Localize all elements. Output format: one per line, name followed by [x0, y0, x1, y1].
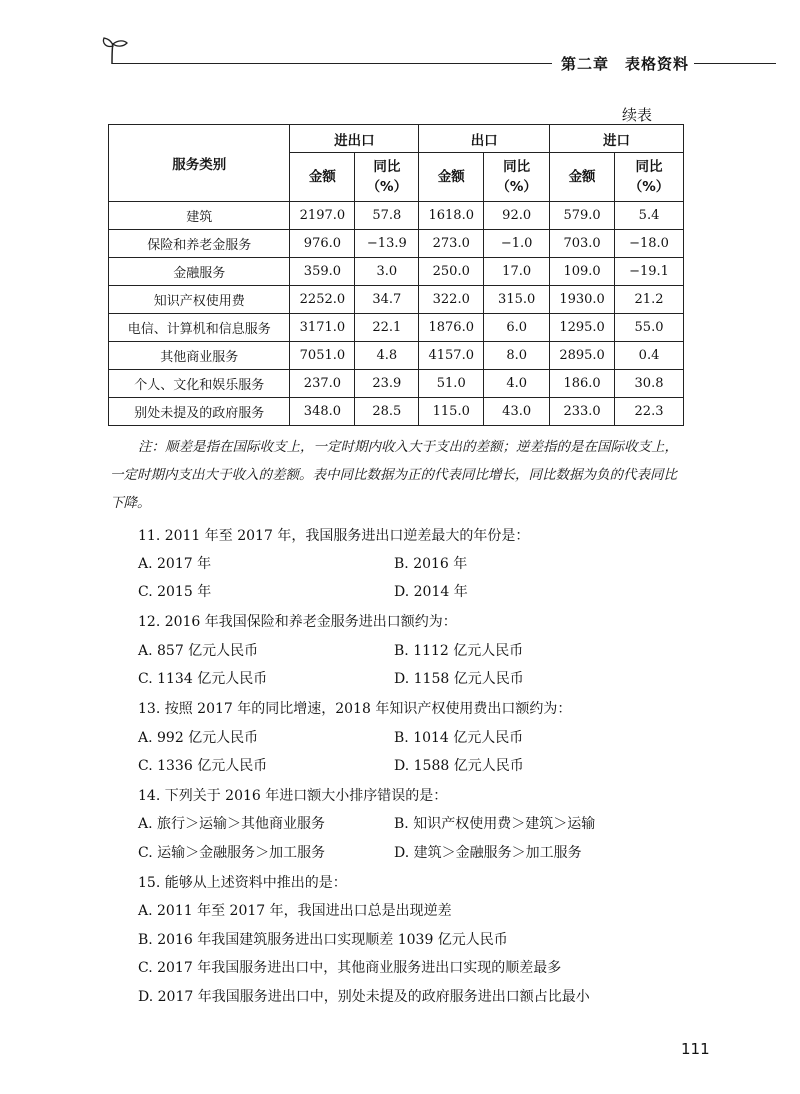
question-11-option-d[interactable]: D. 2014 年	[394, 584, 468, 600]
table-cell: −13.9	[355, 230, 419, 258]
table-row	[109, 398, 684, 426]
table-cell: 237.0	[290, 370, 355, 398]
table-cell: 579.0	[550, 202, 615, 230]
header-rule-right	[694, 63, 776, 64]
question-15-option-d[interactable]: D. 2017 年我国服务进出口中，别处未提及的政府服务进出口额占比最小	[138, 989, 590, 1005]
table-cell-category: 别处未提及的政府服务	[109, 398, 290, 426]
question-12-option-a[interactable]: A. 857 亿元人民币	[138, 643, 259, 659]
table-cell: 22.1	[355, 314, 419, 342]
header-rule-left	[112, 63, 552, 64]
table-cell: 22.3	[615, 398, 684, 426]
question-13-option-d[interactable]: D. 1588 亿元人民币	[394, 758, 524, 774]
table-cell: 109.0	[550, 258, 615, 286]
continued-label: 续表	[622, 106, 653, 124]
table-cell: 348.0	[290, 398, 355, 426]
table-row	[109, 286, 684, 314]
question-13-stem: 13. 按照 2017 年的同比增速，2018 年知识产权使用费出口额约为：	[138, 701, 572, 717]
header-category: 服务类别	[109, 125, 290, 202]
question-15-option-c[interactable]: C. 2017 年我国服务进出口中，其他商业服务进出口实现的顺差最多	[138, 960, 562, 976]
table-row	[109, 258, 684, 286]
table-note: 注：顺差是指在国际收支上，一定时期内收入大于支出的差额；逆差指的是在国际收支上，一定时期内支出大于收入的差额。表中同比数据为正的代表同比增长，同比数据为负的代表同比下降。	[110, 439, 678, 511]
table-cell: 0.4	[615, 342, 684, 370]
sprout-logo-icon	[100, 34, 130, 66]
table-row	[109, 342, 684, 370]
question-12-option-b[interactable]: B. 1112 亿元人民币	[394, 643, 524, 659]
header-amount: 金额	[290, 153, 355, 202]
table-cell: 3171.0	[290, 314, 355, 342]
question-12-option-d[interactable]: D. 1158 亿元人民币	[394, 671, 524, 687]
question-13-option-a[interactable]: A. 992 亿元人民币	[138, 730, 259, 746]
table-cell-category: 知识产权使用费	[109, 286, 290, 314]
table-cell: 7051.0	[290, 342, 355, 370]
table-cell: 115.0	[419, 398, 484, 426]
table-row	[109, 370, 684, 398]
question-11-stem: 11. 2011 年至 2017 年，我国服务进出口逆差最大的年份是：	[138, 528, 530, 544]
table-cell: 2197.0	[290, 202, 355, 230]
table-cell: 4157.0	[419, 342, 484, 370]
header-group-total: 进出口	[290, 125, 419, 153]
question-15-stem: 15. 能够从上述资料中推出的是：	[138, 875, 347, 891]
question-12-option-c[interactable]: C. 1134 亿元人民币	[138, 671, 268, 687]
question-15-option-a[interactable]: A. 2011 年至 2017 年，我国进出口总是出现逆差	[138, 903, 452, 919]
table-cell: 273.0	[419, 230, 484, 258]
table-cell: 1876.0	[419, 314, 484, 342]
table-cell: 703.0	[550, 230, 615, 258]
question-12-stem: 12. 2016 年我国保险和养老金服务进出口额约为：	[138, 614, 457, 630]
table-cell-category: 金融服务	[109, 258, 290, 286]
table-cell: −18.0	[615, 230, 684, 258]
table-cell: −19.1	[615, 258, 684, 286]
header-group-import: 进口	[550, 125, 684, 153]
table-cell: 92.0	[484, 202, 550, 230]
question-15-option-b[interactable]: B. 2016 年我国建筑服务进出口实现顺差 1039 亿元人民币	[138, 932, 508, 948]
question-11-option-b[interactable]: B. 2016 年	[394, 556, 468, 572]
table-cell: 1618.0	[419, 202, 484, 230]
table-cell-category: 建筑	[109, 202, 290, 230]
table-header-row-1	[109, 125, 684, 153]
table-cell: 17.0	[484, 258, 550, 286]
table-cell: 2895.0	[550, 342, 615, 370]
question-13-option-c[interactable]: C. 1336 亿元人民币	[138, 758, 268, 774]
header-yoy: 同比 （%）	[355, 153, 419, 202]
question-14-option-d[interactable]: D. 建筑＞金融服务＞加工服务	[394, 845, 582, 861]
table-cell-category: 其他商业服务	[109, 342, 290, 370]
table-cell: 55.0	[615, 314, 684, 342]
question-11-option-a[interactable]: A. 2017 年	[138, 556, 212, 572]
chapter-title: 第二章 表格资料	[561, 55, 690, 73]
table-cell: 5.4	[615, 202, 684, 230]
table-cell: 3.0	[355, 258, 419, 286]
table-cell: 186.0	[550, 370, 615, 398]
table-cell: 1295.0	[550, 314, 615, 342]
services-trade-table	[108, 124, 684, 426]
question-11-option-c[interactable]: C. 2015 年	[138, 584, 212, 600]
table-cell-category: 个人、文化和娱乐服务	[109, 370, 290, 398]
header-amount: 金额	[419, 153, 484, 202]
table-cell: −1.0	[484, 230, 550, 258]
table-cell: 51.0	[419, 370, 484, 398]
table-cell: 23.9	[355, 370, 419, 398]
page-number: 111	[681, 1040, 710, 1058]
question-14-option-b[interactable]: B. 知识产权使用费＞建筑＞运输	[394, 816, 596, 832]
table-row	[109, 202, 684, 230]
table-row	[109, 314, 684, 342]
table-cell: 315.0	[484, 286, 550, 314]
table-cell: 322.0	[419, 286, 484, 314]
table-cell: 233.0	[550, 398, 615, 426]
table-cell: 250.0	[419, 258, 484, 286]
table-cell: 28.5	[355, 398, 419, 426]
table-cell: 21.2	[615, 286, 684, 314]
question-14-stem: 14. 下列关于 2016 年进口额大小排序错误的是：	[138, 788, 448, 804]
table-cell: 6.0	[484, 314, 550, 342]
table-cell-category: 保险和养老金服务	[109, 230, 290, 258]
question-14-option-c[interactable]: C. 运输＞金融服务＞加工服务	[138, 845, 326, 861]
table-cell: 4.8	[355, 342, 419, 370]
table-row	[109, 230, 684, 258]
table-cell: 30.8	[615, 370, 684, 398]
header-amount: 金额	[550, 153, 615, 202]
table-cell: 976.0	[290, 230, 355, 258]
question-14-option-a[interactable]: A. 旅行＞运输＞其他商业服务	[138, 816, 326, 832]
table-cell: 8.0	[484, 342, 550, 370]
table-cell: 4.0	[484, 370, 550, 398]
table-cell-category: 电信、计算机和信息服务	[109, 314, 290, 342]
header-group-export: 出口	[419, 125, 550, 153]
header-yoy: 同比 （%）	[484, 153, 550, 202]
table-cell: 43.0	[484, 398, 550, 426]
header-yoy: 同比 （%）	[615, 153, 684, 202]
table-cell: 34.7	[355, 286, 419, 314]
table-cell: 2252.0	[290, 286, 355, 314]
table-cell: 359.0	[290, 258, 355, 286]
table-cell: 1930.0	[550, 286, 615, 314]
question-13-option-b[interactable]: B. 1014 亿元人民币	[394, 730, 524, 746]
table-cell: 57.8	[355, 202, 419, 230]
